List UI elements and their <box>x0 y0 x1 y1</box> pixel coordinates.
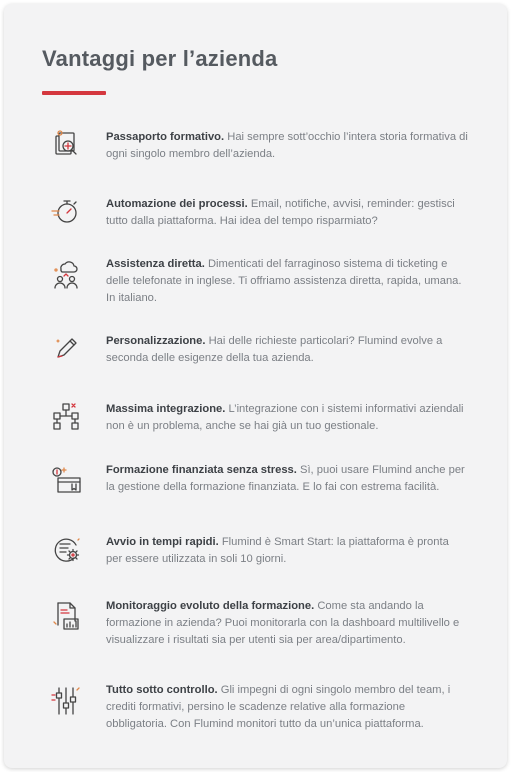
benefit-text <box>106 534 468 568</box>
report-chart-icon <box>48 598 84 634</box>
sliders-control-icon <box>48 682 84 718</box>
benefit-text <box>106 401 468 435</box>
stopwatch-icon <box>48 193 84 229</box>
benefit-description: Hai delle richieste particolari? Flumind evolve a seconda delle esigenze della tua azienda. <box>106 335 443 364</box>
network-integration-icon <box>48 398 84 434</box>
benefit-title: Tutto sotto controllo. <box>106 684 218 696</box>
benefit-title: Passaporto formativo. <box>106 131 225 143</box>
benefit-description: Gli impegni di ogni singolo membro del team, i crediti formativi, persino le scadenze relative alla formazione obbligatoria. Con Flumind monitori tutto da un’unica piattaforma. <box>106 684 451 730</box>
benefit-text <box>106 682 468 733</box>
benefit-description: Come sta andando la formazione in azienda? Puoi monitorarla con la dashboard multilivello e visualizzare i risultati sia per utenti sia per area/dipartimento. <box>106 600 460 646</box>
benefit-title: Assistenza diretta. <box>106 258 205 270</box>
benefit-description: Hai sempre sott’occhio l’intera storia formativa di ogni singolo membro dell’azienda. <box>106 131 468 160</box>
benefit-title: Massima integrazione. <box>106 403 226 415</box>
pencil-icon <box>48 330 84 366</box>
section-title: Vantaggi per l’azienda <box>42 46 278 71</box>
benefit-title: Automazione dei processi. <box>106 198 248 210</box>
benefit-description: Email, notifiche, avvisi, reminder: gestisci tutto dalla piattaforma. Hai idea del tempo risparmiato? <box>106 198 455 227</box>
benefit-title: Formazione finanziata senza stress. <box>106 464 297 476</box>
benefit-description: L’integrazione con i sistemi informativi aziendali non è un problema, anche se hai già un tuo gestionale. <box>106 403 464 432</box>
benefit-text <box>106 256 468 307</box>
benefit-text <box>106 333 468 367</box>
benefit-title: Monitoraggio evoluto della formazione. <box>106 600 315 612</box>
cloud-users-icon <box>48 256 84 292</box>
funding-icon <box>48 462 84 498</box>
benefit-description: Sì, puoi usare Flumind anche per la gestione della formazione finanziata. E lo fai con estrema facilità. <box>106 464 465 493</box>
benefit-text <box>106 196 468 230</box>
title-accent-bar <box>42 91 106 95</box>
benefit-description: Dimenticati del farraginoso sistema di ticketing e delle telefonate in inglese. Ti offriamo assistenza diretta, rapida, umana. In italiano. <box>106 258 462 304</box>
benefit-description: Flumind è Smart Start: la piattaforma è pronta per essere utilizzata in soli 10 giorni. <box>106 536 449 565</box>
benefits-card <box>4 4 507 768</box>
settings-gear-icon <box>48 531 84 567</box>
benefit-title: Avvio in tempi rapidi. <box>106 536 219 548</box>
benefit-title: Personalizzazione. <box>106 335 206 347</box>
benefit-text <box>106 129 468 163</box>
benefit-text <box>106 598 468 649</box>
benefit-text <box>106 462 468 496</box>
passport-magnifier-icon <box>48 126 84 162</box>
